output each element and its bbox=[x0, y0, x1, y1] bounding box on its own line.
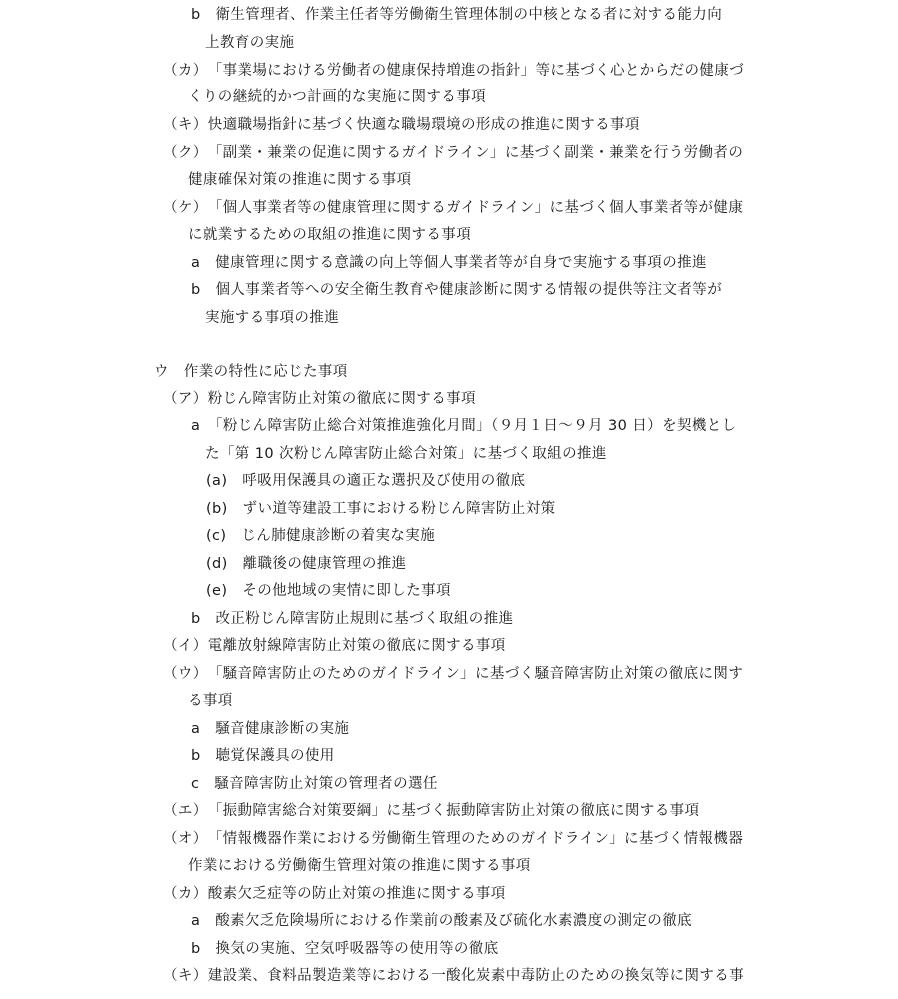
item-marker: （カ） bbox=[163, 886, 208, 902]
item-text: 「粉じん障害防止総合対策推進強化月間」（９月１日～９月 30 日）を契機とし bbox=[200, 418, 737, 434]
item-text: くりの継続的かつ計画的な実施に関する事項 bbox=[188, 89, 486, 105]
item-marker: (d) bbox=[206, 556, 228, 572]
item-marker: （キ） bbox=[163, 117, 208, 133]
list-item-b bbox=[191, 746, 335, 766]
item-text: 「個人事業者等の健康管理に関するガイドライン」に基づく個人事業者等が健康 bbox=[207, 200, 744, 216]
list-item-e-paren bbox=[163, 801, 699, 821]
item-text: 「振動障害総合対策要綱」に基づく振動障害防止対策の徹底に関する事項 bbox=[207, 803, 700, 819]
sub-item-c bbox=[206, 526, 435, 546]
item-text: 「事業場における労働者の健康保持増進の指針」等に基づく心とからだの健康づ bbox=[207, 63, 745, 79]
item-text: 「副業・兼業の促進に関するガイドライン」に基づく副業・兼業を行う労働者の bbox=[207, 145, 744, 161]
item-text: る事項 bbox=[188, 693, 233, 709]
list-item-continuation bbox=[188, 856, 531, 876]
item-marker: b bbox=[191, 748, 201, 764]
list-item-ku bbox=[163, 143, 743, 163]
item-text: 健康確保対策の推進に関する事項 bbox=[188, 172, 412, 188]
list-item-continuation bbox=[188, 87, 486, 107]
item-text: その他地域の実情に即した事項 bbox=[227, 583, 451, 599]
item-text: 快適職場指針に基づく快適な職場環境の形成の推進に関する事項 bbox=[207, 117, 640, 133]
item-marker: b bbox=[191, 941, 201, 957]
item-marker: a bbox=[191, 721, 201, 737]
list-item-ki-paren bbox=[163, 966, 744, 986]
list-item-b bbox=[191, 280, 722, 300]
item-marker: （エ） bbox=[163, 803, 208, 819]
item-text: 呼吸用保護具の適正な選択及び使用の徹底 bbox=[227, 473, 526, 489]
list-item-continuation bbox=[188, 691, 233, 711]
list-item-continuation bbox=[205, 444, 607, 464]
item-marker: a bbox=[191, 418, 201, 434]
list-item-a bbox=[191, 911, 692, 931]
item-text: 衛生管理者、作業主任者等労働衛生管理体制の中核となる者に対する能力向 bbox=[200, 7, 723, 23]
item-text: 酸素欠乏危険場所における作業前の酸素及び硫化水素濃度の測定の徹底 bbox=[200, 913, 692, 929]
item-text: ずい道等建設工事における粉じん障害防止対策 bbox=[227, 501, 556, 517]
item-marker: b bbox=[191, 7, 201, 23]
list-item-continuation bbox=[188, 225, 471, 245]
list-item-b bbox=[191, 939, 499, 959]
item-marker: （ケ） bbox=[163, 200, 208, 216]
item-marker: (a) bbox=[206, 473, 228, 489]
item-text: に就業するための取組の推進に関する事項 bbox=[188, 227, 472, 243]
sub-item-b bbox=[206, 499, 556, 519]
item-marker: （オ） bbox=[163, 831, 208, 847]
list-item-continuation bbox=[205, 33, 294, 53]
list-item-i-paren bbox=[163, 636, 506, 656]
list-item-ka bbox=[163, 61, 744, 81]
section-marker: ウ bbox=[154, 364, 169, 380]
list-item-ki bbox=[163, 115, 640, 135]
list-item-ka-paren bbox=[163, 884, 506, 904]
list-item-u-paren bbox=[163, 664, 743, 684]
item-text: 酸素欠乏症等の防止対策の推進に関する事項 bbox=[207, 886, 506, 902]
item-text: 換気の実施、空気呼吸器等の使用等の徹底 bbox=[200, 941, 499, 957]
item-text: 粉じん障害防止対策の徹底に関する事項 bbox=[207, 391, 476, 407]
list-item-c bbox=[191, 774, 438, 794]
item-text: 電離放射線障害防止対策の徹底に関する事項 bbox=[207, 638, 506, 654]
list-item-a-paren bbox=[163, 389, 476, 409]
list-item-continuation bbox=[188, 170, 412, 190]
item-marker: （ク） bbox=[163, 145, 208, 161]
item-marker: (b) bbox=[206, 501, 228, 517]
section-title: 作業の特性に応じた事項 bbox=[168, 364, 348, 380]
item-text: 健康管理に関する意識の向上等個人事業者等が自身で実施する事項の推進 bbox=[200, 255, 707, 271]
item-text: 「騒音障害防止のためのガイドライン」に基づく騒音障害防止対策の徹底に関す bbox=[207, 666, 744, 682]
item-text: 騒音障害防止対策の管理者の選任 bbox=[199, 776, 438, 792]
item-marker: a bbox=[191, 255, 201, 271]
item-text: 上教育の実施 bbox=[205, 35, 295, 51]
item-text: 作業における労働衛生管理対策の推進に関する事項 bbox=[188, 858, 531, 874]
list-item-a bbox=[191, 719, 349, 739]
sub-item-d bbox=[206, 554, 407, 574]
item-text: 聴覚保護具の使用 bbox=[200, 748, 335, 764]
item-marker: （ウ） bbox=[163, 666, 208, 682]
list-item-b bbox=[191, 609, 514, 629]
list-item-a bbox=[191, 253, 707, 273]
item-text: 改正粉じん障害防止規則に基づく取組の推進 bbox=[200, 611, 514, 627]
item-marker: (e) bbox=[206, 583, 228, 599]
item-text: 騒音健康診断の実施 bbox=[200, 721, 350, 737]
item-marker: c bbox=[191, 776, 200, 792]
item-marker: （カ） bbox=[163, 63, 208, 79]
sub-item-a bbox=[206, 471, 525, 491]
item-marker: b bbox=[191, 282, 201, 298]
item-marker: b bbox=[191, 611, 201, 627]
item-marker: a bbox=[191, 913, 201, 929]
list-item-ke bbox=[163, 198, 743, 218]
item-text: た「第 10 次粉じん障害防止総合対策」に基づく取組の推進 bbox=[205, 446, 607, 462]
section-heading-u bbox=[154, 362, 348, 382]
list-item-continuation bbox=[205, 308, 339, 328]
item-marker: （ア） bbox=[163, 391, 208, 407]
item-marker: （キ） bbox=[163, 968, 208, 984]
item-marker: (c) bbox=[206, 528, 227, 544]
item-text: 建設業、食料品製造業等における一酸化炭素中毒防止のための換気等に関する事 bbox=[207, 968, 745, 984]
sub-item-e bbox=[206, 581, 451, 601]
list-item-b bbox=[191, 5, 722, 25]
item-text: 「情報機器作業における労働衛生管理のためのガイドライン」に基づく情報機器 bbox=[207, 831, 744, 847]
list-item-a bbox=[191, 416, 737, 436]
item-text: 個人事業者等への安全衛生教育や健康診断に関する情報の提供等注文者等が bbox=[200, 282, 723, 298]
item-text: 離職後の健康管理の推進 bbox=[227, 556, 407, 572]
item-marker: （イ） bbox=[163, 638, 208, 654]
item-text: じん肺健康診断の着実な実施 bbox=[226, 528, 436, 544]
list-item-o-paren bbox=[163, 829, 743, 849]
item-text: 実施する事項の推進 bbox=[205, 310, 340, 326]
